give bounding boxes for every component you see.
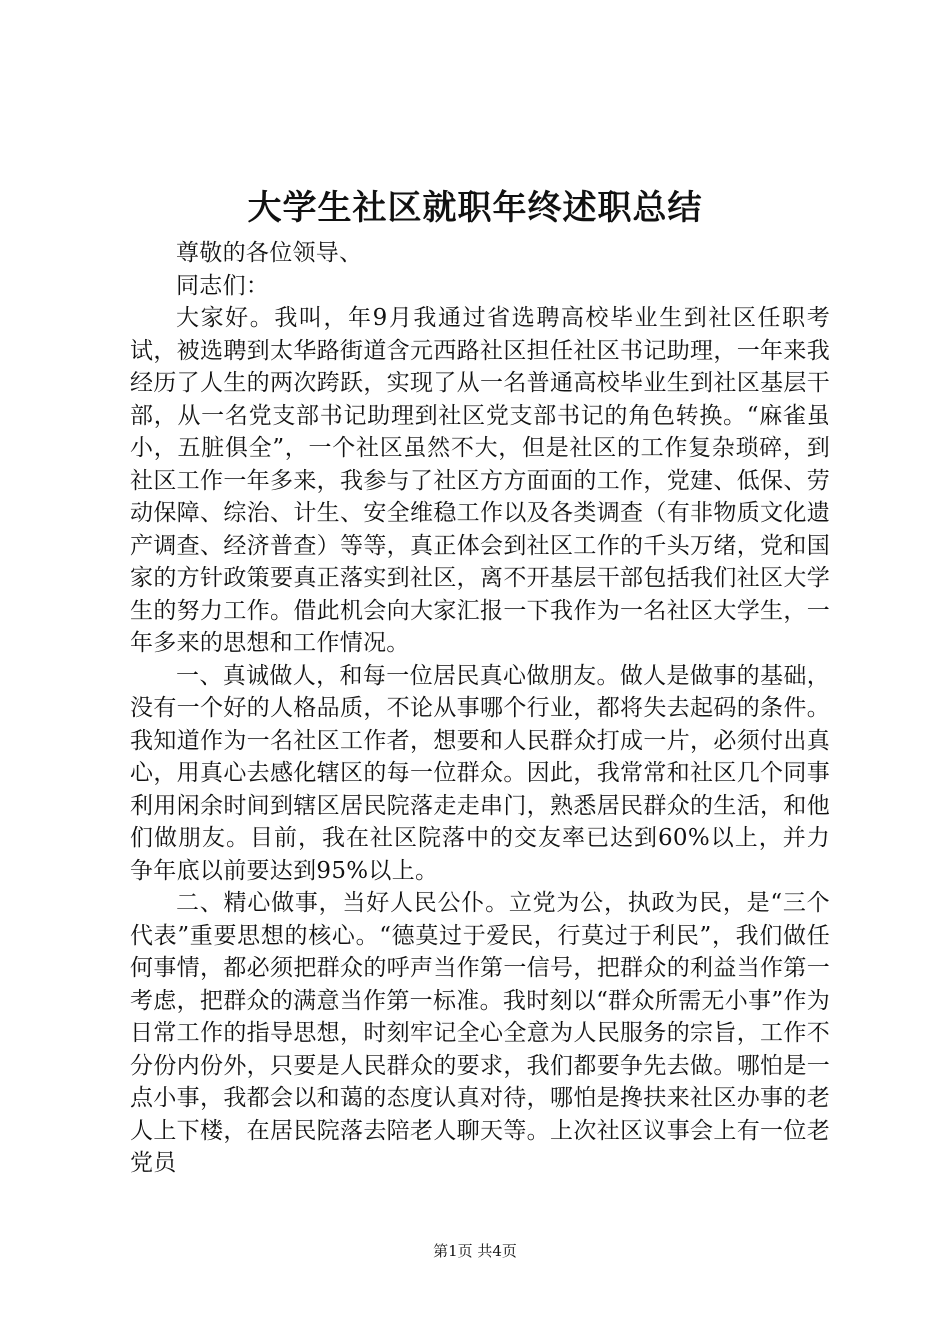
- salutation-line-1: 尊敬的各位领导、: [176, 240, 363, 266]
- document-title: 大学生社区就职年终述职总结: [247, 188, 703, 228]
- page-number-footer: 第1页 共4页: [433, 1242, 517, 1260]
- document-body: [130, 237, 830, 1180]
- paragraph-section-2: 二、精心做事，当好人民公仆。立党为公，执政为民，是“三个代表”重要思想的核心。“德莫过于爱民，行莫过于利民”，我们做任何事情，都必须把群众的呼声当作第一信号，把群众的利益当作第一考虑，把群众的满意当作第一标准。我时刻以“群众所需无小事”作为日常工作的指导思想，时刻牢记全心全意为人民服务的宗旨，工作不分份内份外，只要是人民群众的要求，我们都要争先去做。哪怕是一点小事，我都会以和蔼的态度认真对待，哪怕是搀扶来社区办事的老人上下楼，在居民院落去陪老人聊天等。上次社区议事会上有一位老党员: [130, 890, 830, 1176]
- paragraph-intro: 大家好。我叫，年9月我通过省选聘高校毕业生到社区任职考试，被选聘到太华路街道含元西路社区担任社区书记助理，一年来我经历了人生的两次跨跃，实现了从一名普通高校毕业生到社区基层干部，从一名党支部书记助理到社区党支部书记的角色转换。“麻雀虽小，五脏俱全”，一个社区虽然不大，但是社区的工作复杂琐碎，到社区工作一年多来，我参与了社区方方面面的工作，党建、低保、劳动保障、综治、计生、安全维稳工作以及各类调查（有非物质文化遗产调查、经济普查）等等，真正体会到社区工作的千头万绪，党和国家的方针政策要真正落实到社区，离不开基层干部包括我们社区大学生的努力工作。借此机会向大家汇报一下我作为一名社区大学生，一年多来的思想和工作情况。: [130, 305, 830, 656]
- paragraph-section-1: 一、真诚做人，和每一位居民真心做朋友。做人是做事的基础，没有一个好的人格品质，不论从事哪个行业，都将失去起码的条件。我知道作为一名社区工作者，想要和人民群众打成一片，必须付出真心，用真心去感化辖区的每一位群众。因此，我常常和社区几个同事利用闲余时间到辖区居民院落走走串门，熟悉居民群众的生活，和他们做朋友。目前，我在社区院落中的交友率已达到60%以上，并力争年底以前要达到95%以上。: [130, 662, 830, 884]
- salutation-line-2: 同志们：: [176, 272, 270, 299]
